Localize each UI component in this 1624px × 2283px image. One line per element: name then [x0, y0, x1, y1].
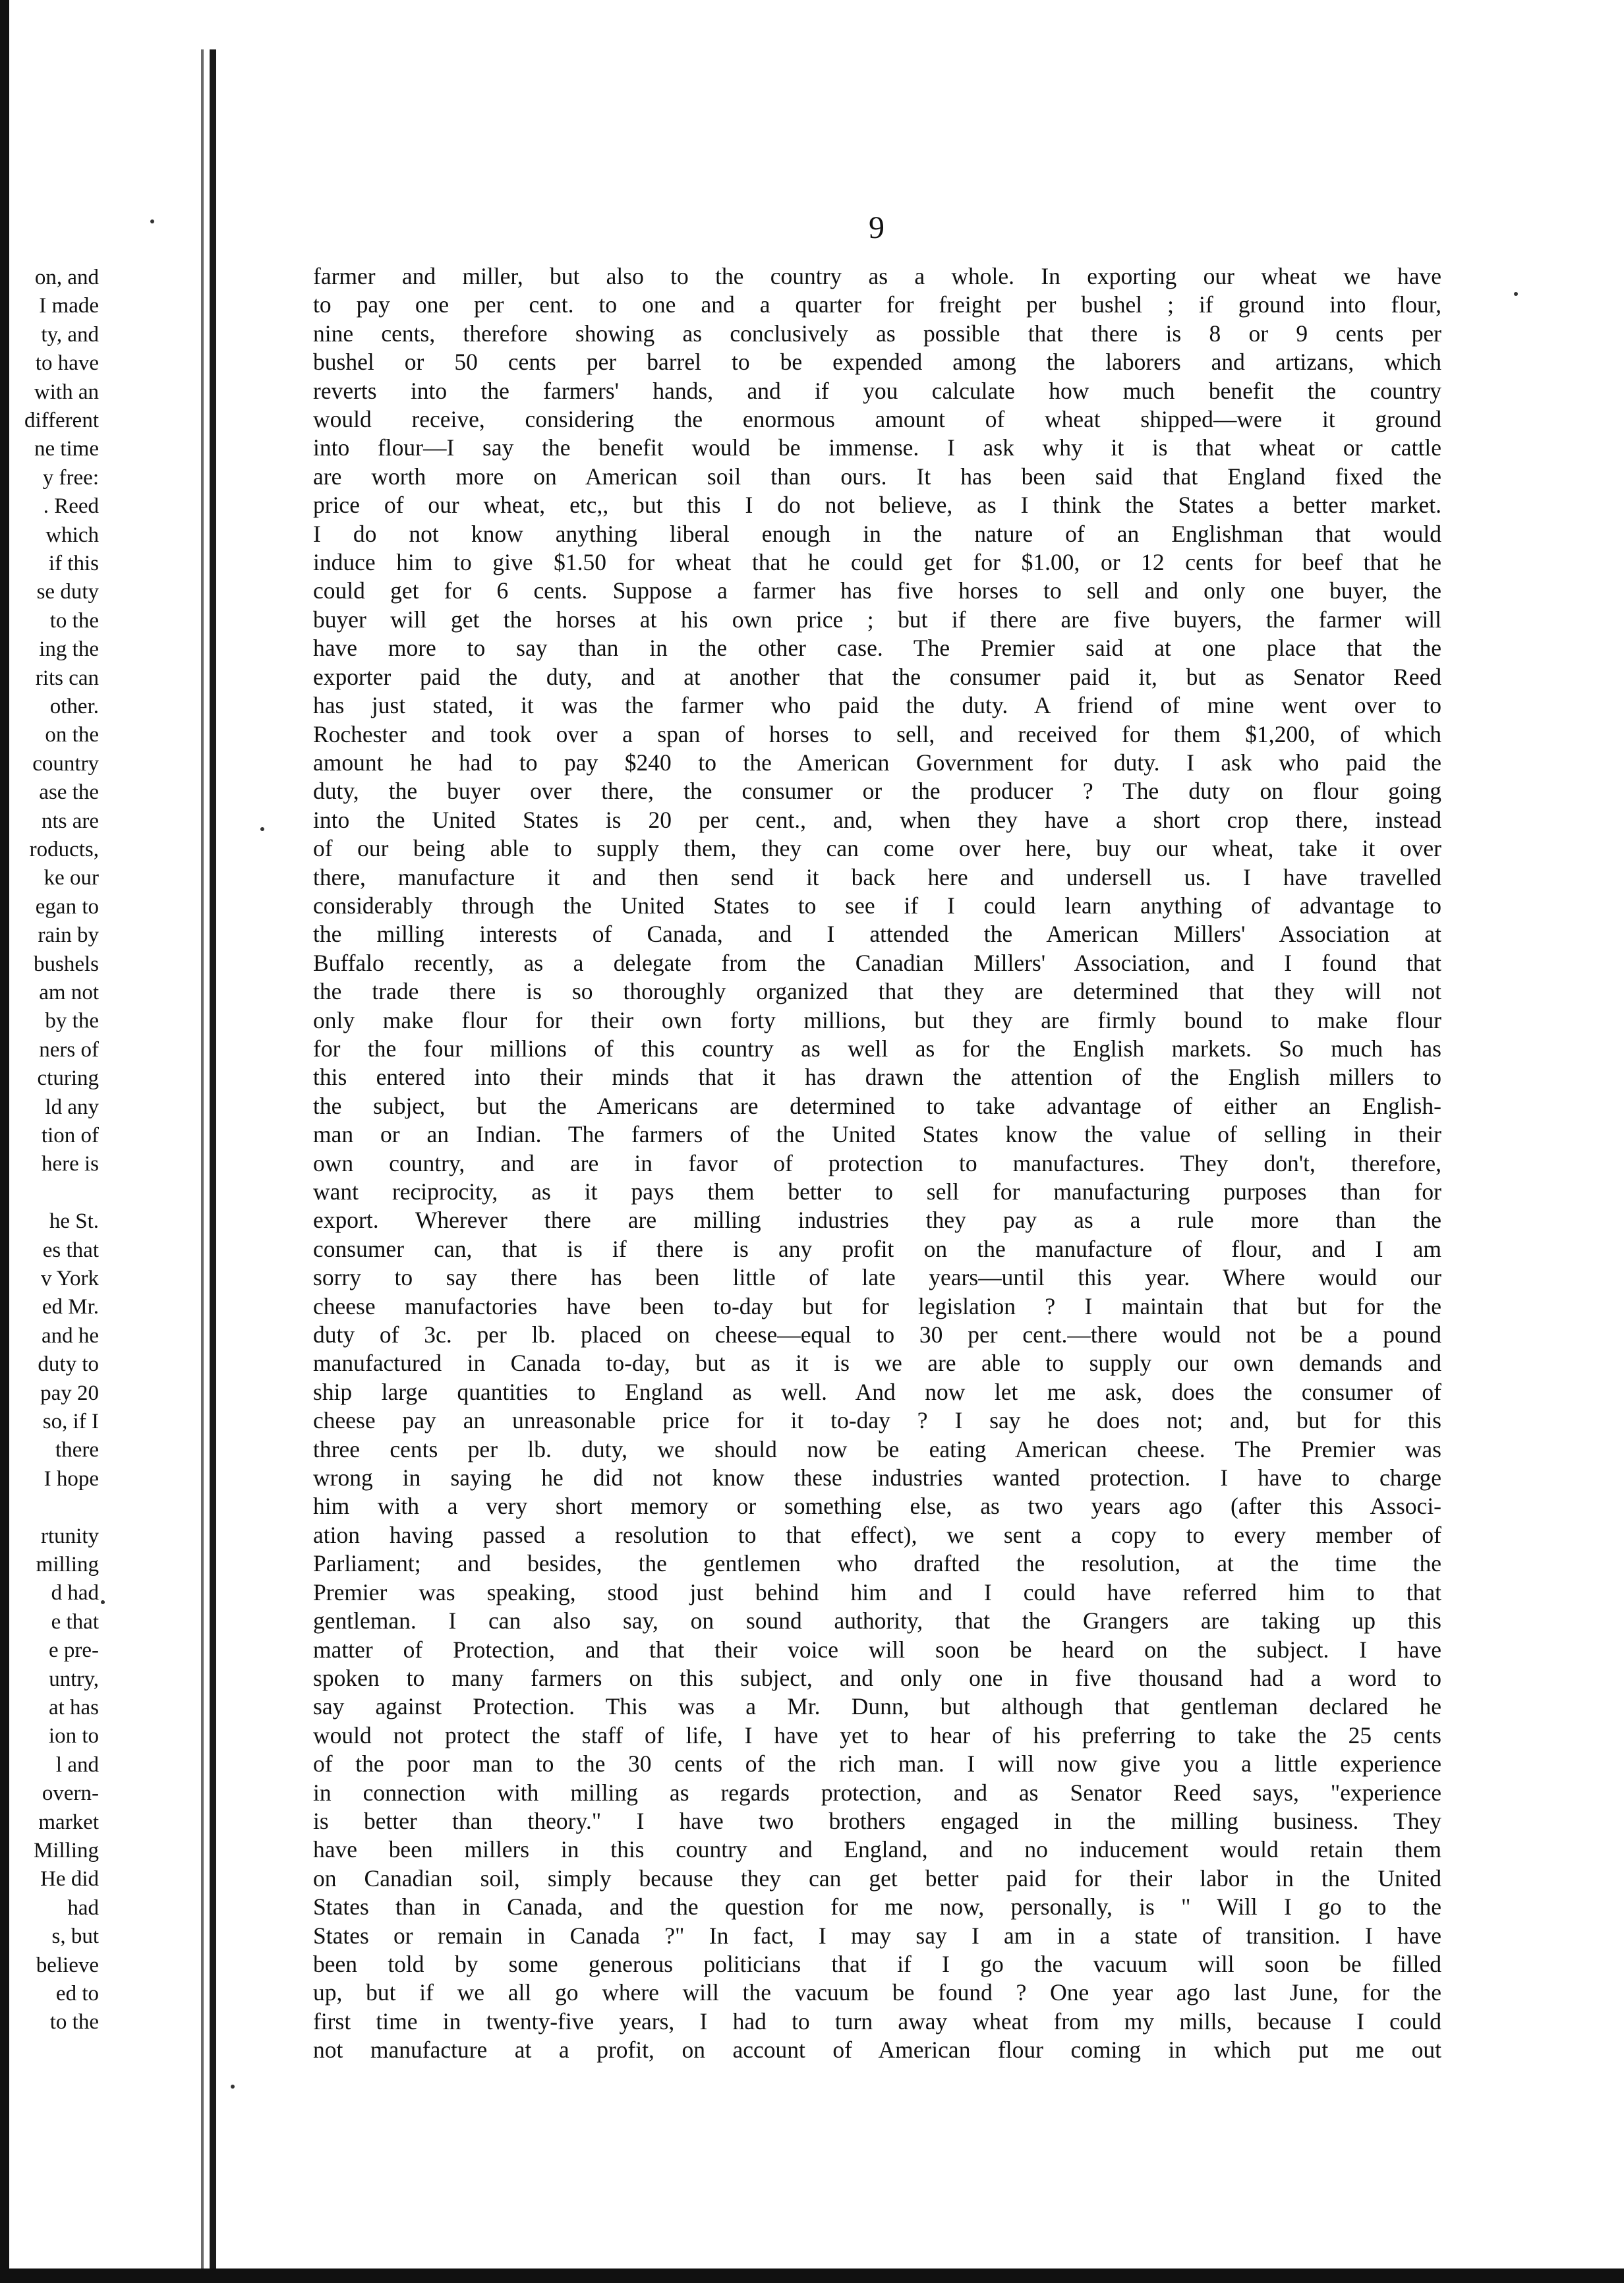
page-gutter-shadow [201, 49, 204, 2269]
text-line: three cents per lb. duty, we should now be eating American cheese. The Premier was [313, 1435, 1441, 1462]
previous-page-line: es that [42, 1238, 99, 1262]
text-line: ship large quantities to England as well. And now let me ask, does the consumer of [313, 1378, 1441, 1405]
text-line: Parliament; and besides, the gentlemen who drafted the resolution, at the time the [313, 1550, 1441, 1577]
previous-page-line: egan to [35, 894, 99, 919]
text-line: to pay one per cent. to one and a quarter for freight per bushel ; if ground into flour, [313, 291, 1441, 318]
text-line: wrong in saying he did not know these industries wanted protection. I have to charge [313, 1464, 1441, 1491]
previous-page-line: s, but [51, 1924, 99, 1949]
previous-page-line: on, and [34, 266, 99, 289]
previous-page-line: country [32, 751, 99, 776]
text-line: this entered into their minds that it has drawn the attention of the English millers to [313, 1064, 1441, 1091]
previous-page-line: ase the [39, 780, 99, 805]
previous-page-line: v York [40, 1267, 99, 1290]
previous-page-line: different [24, 409, 99, 432]
previous-page-line: rtunity [41, 1524, 99, 1548]
text-line: up, but if we all go where will the vacuum be found ? One year ago last June, for the [313, 1979, 1441, 2006]
text-line: nine cents, therefore showing as conclusively as possible that there is 8 or 9 cents per [313, 320, 1441, 347]
previous-page-fragment [0, 264, 99, 2035]
text-line: buyer will get the horses at his own price ; but if there are five buyers, the farmer will [313, 606, 1441, 633]
previous-page-line: e that [51, 1609, 99, 1634]
text-line: want reciprocity, as it pays them better to sell for manufacturing purposes than for [313, 1178, 1441, 1205]
previous-page-line: untry, [49, 1667, 99, 1691]
previous-page-line: duty to [38, 1352, 99, 1377]
text-line: States than in Canada, and the question for me now, personally, is " Will I go to the [313, 1893, 1441, 1921]
text-line: consumer can, that is if there is any profit on the manufacture of flour, and I am [313, 1235, 1441, 1262]
text-line: are worth more on American soil than ours. It has been said that England fixed the [313, 463, 1441, 490]
previous-page-line: so, if I [42, 1410, 99, 1433]
text-line: have more to say than in the other case. The Premier said at one place that the [313, 635, 1441, 662]
previous-page-line: and he [41, 1323, 99, 1348]
previous-page-line: nts are [41, 809, 99, 833]
text-line: reverts into the farmers' hands, and if you calculate how much benefit the country [313, 377, 1441, 404]
previous-page-line: . Reed [43, 494, 99, 519]
text-line: been told by some generous politicians that if I go the vacuum will soon be filled [313, 1950, 1441, 1977]
previous-page-line: to the [49, 608, 99, 633]
text-line: not manufacture at a profit, on account of American flour coming in which put me out [313, 2037, 1441, 2064]
previous-page-line: ing the [39, 637, 99, 662]
previous-page-line: which [45, 523, 99, 547]
text-line: cheese manufactories have been to-day but for legislation ? I maintain that but for the [313, 1292, 1441, 1319]
previous-page-line: rits can [35, 666, 99, 690]
text-line: of our being able to supply them, they can come over here, buy our wheat, take it over [313, 835, 1441, 862]
previous-page-line: ed to [55, 1982, 99, 2006]
previous-page-line: overn- [42, 1781, 99, 1806]
text-line: considerably through the United States to see if I could learn anything of advantage to [313, 892, 1441, 919]
scan-speck [150, 219, 154, 223]
text-line: sorry to say there has been little of late years—until this year. Where would our [313, 1264, 1441, 1291]
previous-page-line: ion to [48, 1724, 99, 1748]
text-line: him with a very short memory or something else, as two years ago (after this Associ- [313, 1493, 1441, 1520]
previous-page-line: there [55, 1438, 99, 1462]
previous-page-line: ne time [34, 437, 99, 461]
previous-page-line: Milling [33, 1839, 99, 1863]
text-line: of the poor man to the 30 cents of the rich man. I will now give you a little experience [313, 1750, 1441, 1777]
text-line: the milling interests of Canada, and I attended the American Millers' Association at [313, 921, 1441, 948]
text-line: man or an Indian. The farmers of the United States know the value of selling in their [313, 1121, 1441, 1148]
text-line: gentleman. I can also say, on sound authority, that the Grangers are taking up this [313, 1607, 1441, 1634]
scan-speck [101, 1600, 105, 1604]
page-number: 9 [869, 210, 884, 245]
previous-page-line: pay 20 [40, 1381, 99, 1405]
text-line: States or remain in Canada ?" In fact, I may say I am in a state of transition. I have [313, 1922, 1441, 1949]
text-line: for the four millions of this country as well as for the English markets. So much has [313, 1035, 1441, 1062]
previous-page-line: I hope [44, 1466, 99, 1491]
text-line: amount he had to pay $240 to the American Government for duty. I ask who paid the [313, 749, 1441, 776]
previous-page-line: had [67, 1895, 99, 1920]
previous-page-line: he St. [49, 1209, 99, 1234]
previous-page-line: believe [36, 1953, 99, 1977]
text-line: first time in twenty-five years, I had to turn away wheat from my mills, because I could [313, 2008, 1441, 2035]
previous-page-line: bushels [34, 952, 99, 976]
text-line: say against Protection. This was a Mr. Dunn, but although that gentleman declared he [313, 1693, 1441, 1720]
text-line: only make flour for their own forty millions, but they are firmly bound to make flour [313, 1006, 1441, 1033]
previous-page-line: to the [49, 2010, 99, 2035]
previous-page-line: rain by [38, 923, 99, 948]
body-text [313, 262, 1441, 2065]
previous-page-line: if this [48, 552, 99, 575]
text-line: farmer and miller, but also to the country as a whole. In exporting our wheat we have [313, 263, 1441, 289]
text-line: I do not know anything liberal enough in the nature of an Englishman that would [313, 520, 1441, 547]
previous-page-line: cturing [37, 1066, 99, 1091]
previous-page-line: se duty [36, 580, 99, 604]
text-line: export. Wherever there are milling industries they pay as a rule more than the [313, 1207, 1441, 1234]
text-line: cheese pay an unreasonable price for it to-day ? I say he does not; and, but for this [313, 1407, 1441, 1434]
text-line: the trade there is so thoroughly organized that they are determined that they will not [313, 978, 1441, 1005]
text-line: spoken to many farmers on this subject, and only one in five thousand had a word to [313, 1664, 1441, 1691]
previous-page-line: ed Mr. [42, 1295, 99, 1319]
previous-page-line: I made [39, 294, 99, 318]
text-line: duty of 3c. per lb. placed on cheese—equal to 30 per cent.—there would not be a pound [313, 1321, 1441, 1348]
previous-page-line: ners of [39, 1037, 99, 1062]
previous-page-line: with an [34, 380, 99, 404]
previous-page-line: d had [51, 1581, 99, 1605]
text-line: Rochester and took over a span of horses to sell, and received for them $1,200, of which [313, 720, 1441, 747]
text-line: manufactured in Canada to-day, but as it is we are able to supply our own demands and [313, 1350, 1441, 1377]
scan-speck [1514, 292, 1518, 296]
text-line: there, manufacture it and then send it back here and undersell us. I have travelled [313, 863, 1441, 890]
text-line: could get for 6 cents. Suppose a farmer has five horses to sell and only one buyer, the [313, 577, 1441, 604]
text-line: in connection with milling as regards protection, and as Senator Reed says, "experience [313, 1779, 1441, 1806]
previous-page-line: market [38, 1810, 99, 1834]
text-line: is better than theory." I have two brothers engaged in the milling business. They [313, 1807, 1441, 1834]
text-line: bushel or 50 cents per barrel to be expended among the laborers and artizans, which [313, 349, 1441, 376]
scan-speck [260, 827, 264, 831]
text-line: has just stated, it was the farmer who paid the duty. A friend of mine went over to [313, 692, 1441, 719]
text-line: Buffalo recently, as a delegate from the Canadian Millers' Association, and I found that [313, 949, 1441, 976]
previous-page-line: on the [45, 723, 99, 747]
previous-page-line: ty, and [41, 322, 99, 347]
text-line: into flour—I say the benefit would be immense. I ask why it is that wheat or cattle [313, 434, 1441, 461]
previous-page-line: tion of [41, 1124, 99, 1147]
previous-page-line: to have [35, 351, 99, 376]
previous-page-line: here is [41, 1152, 99, 1176]
text-line: on Canadian soil, simply because they can get better paid for their labor in the United [313, 1864, 1441, 1892]
previous-page-line: ld any [45, 1095, 99, 1119]
previous-page-line: am not [39, 981, 99, 1004]
text-line: own country, and are in favor of protection to manufactures. They don't, therefore, [313, 1149, 1441, 1176]
text-line: have been millers in this country and England, and no inducement would retain them [313, 1836, 1441, 1863]
text-line: Premier was speaking, stood just behind him and I could have referred him to that [313, 1578, 1441, 1605]
previous-page-line: l and [55, 1752, 99, 1777]
previous-page-line: other. [49, 695, 99, 718]
text-line: the subject, but the Americans are determined to take advantage of either an English- [313, 1092, 1441, 1119]
previous-page-line: ke our [44, 866, 99, 890]
previous-page-line: He did [40, 1867, 99, 1892]
text-line: exporter paid the duty, and at another that the consumer paid it, but as Senator Reed [313, 663, 1441, 690]
previous-page-line: roducts, [29, 838, 99, 861]
scan-speck [231, 2085, 235, 2089]
previous-page-line: e pre- [48, 1638, 99, 1663]
scan-bottom-border [0, 2269, 1624, 2283]
text-line: ation having passed a resolution to that effect), we sent a copy to every member of [313, 1521, 1441, 1548]
previous-page-line: y free: [42, 465, 99, 490]
text-line: duty, the buyer over there, the consumer or the producer ? The duty on flour going [313, 778, 1441, 805]
text-line: price of our wheat, etc,, but this I do not believe, as I think the States a better market. [313, 492, 1441, 519]
previous-page-line: milling [36, 1553, 99, 1576]
text-line: into the United States is 20 per cent., and, when they have a short crop there, instead [313, 806, 1441, 833]
text-line: would not protect the staff of life, I have yet to hear of his preferring to take the 25 cents [313, 1721, 1441, 1748]
previous-page-line: by the [45, 1009, 99, 1033]
text-line: would receive, considering the enormous amount of wheat shipped—were it ground [313, 406, 1441, 433]
text-line: matter of Protection, and that their voice will soon be heard on the subject. I have [313, 1636, 1441, 1663]
previous-page-line: at has [48, 1696, 99, 1719]
text-line: induce him to give $1.50 for wheat that he could get for $1.00, or 12 cents for beef that he [313, 549, 1441, 576]
page-gutter-line [210, 49, 216, 2269]
